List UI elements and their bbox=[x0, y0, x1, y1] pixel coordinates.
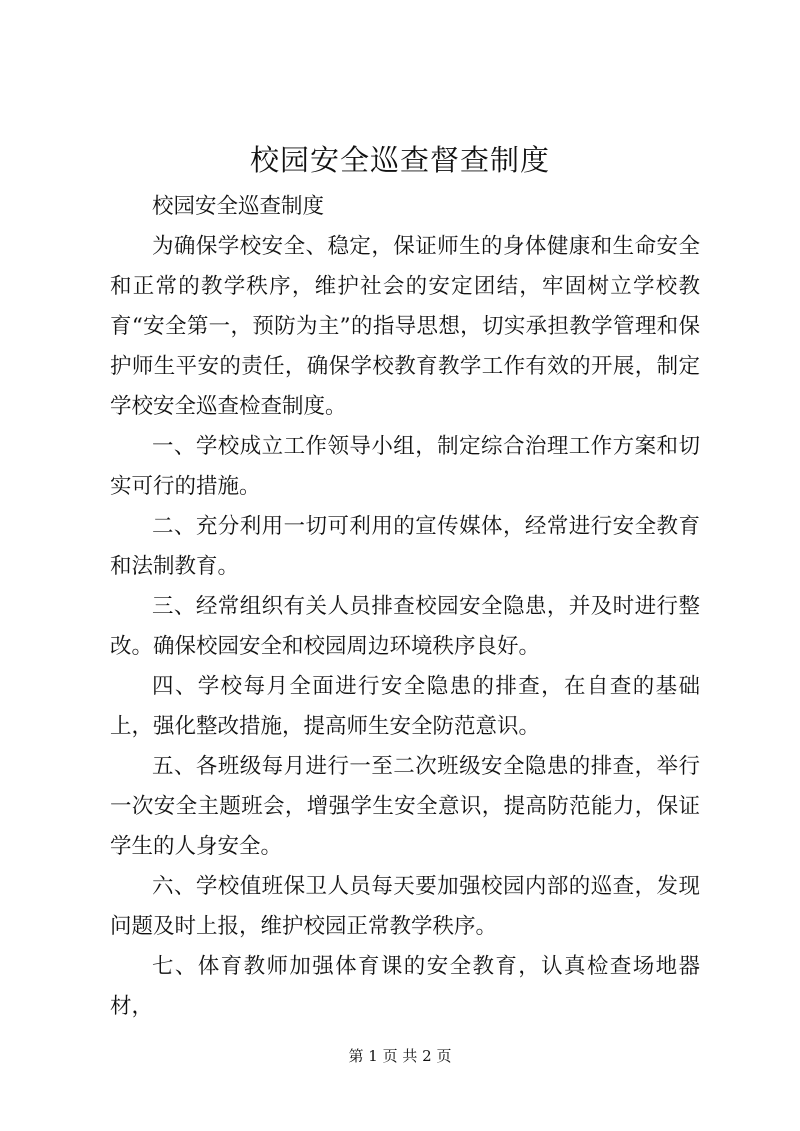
section-heading: 校园安全巡查制度 bbox=[152, 194, 325, 219]
paragraph-item-3: 三、经常组织有关人员排查校园安全隐患，并及时进行整改。确保校园安全和校园周边环境秩序良好。 bbox=[110, 594, 700, 659]
document-body bbox=[110, 187, 700, 1027]
paragraph-item-4: 四、学校每月全面进行安全隐患的排查，在自查的基础上，强化整改措施，提高师生安全防范意识。 bbox=[110, 674, 700, 739]
paragraph-item-1: 一、学校成立工作领导小组，制定综合治理工作方案和切实可行的措施。 bbox=[110, 434, 700, 499]
page-number-footer: 第 1 页 共 2 页 bbox=[348, 1047, 452, 1065]
paragraph-item-6: 六、学校值班保卫人员每天要加强校园内部的巡查，发现问题及时上报，维护校园正常教学秩序。 bbox=[110, 874, 700, 939]
paragraph-item-5: 五、各班级每月进行一至二次班级安全隐患的排查，举行一次安全主题班会，增强学生安全意识，提高防范能力，保证学生的人身安全。 bbox=[110, 754, 700, 859]
document-title: 校园安全巡查督查制度 bbox=[249, 143, 550, 177]
paragraph-item-2: 二、充分利用一切可利用的宣传媒体，经常进行安全教育和法制教育。 bbox=[110, 514, 700, 579]
paragraph-item-7: 七、体育教师加强体育课的安全教育，认真检查场地器材， bbox=[110, 954, 700, 1019]
paragraph-intro: 为确保学校安全、稳定，保证师生的身体健康和生命安全和正常的教学秩序，维护社会的安定团结，牢固树立学校教育“安全第一，预防为主”的指导思想，切实承担教学管理和保护师生平安的责任，确保学校教育教学工作有效的开展，制定学校安全巡查检查制度。 bbox=[110, 234, 700, 419]
